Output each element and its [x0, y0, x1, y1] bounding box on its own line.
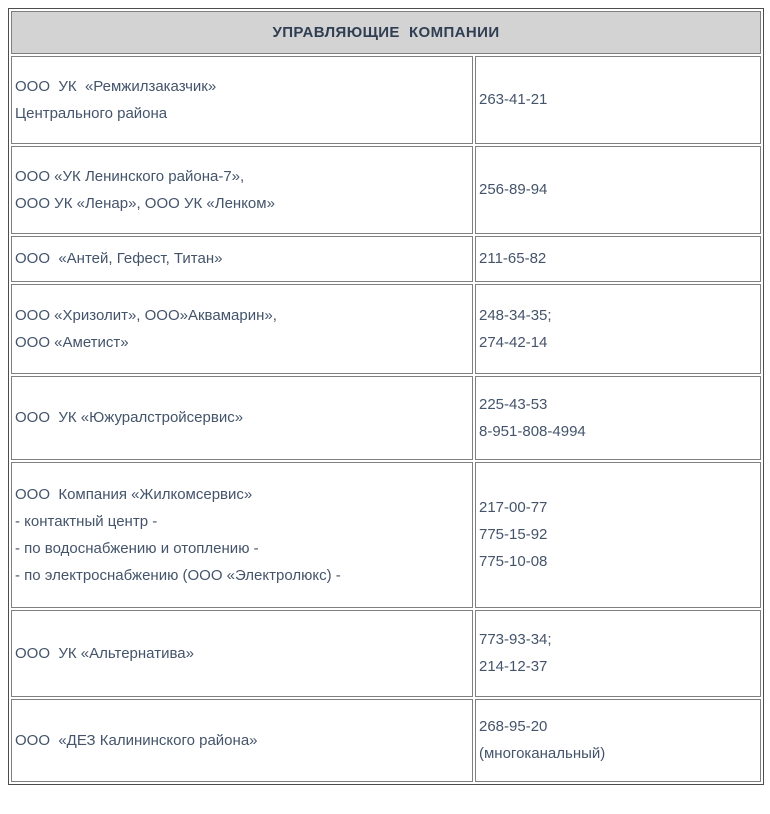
phone-line: 214-12-37 [479, 658, 548, 675]
company-line: - по электроснабжению (ООО «Электролюкс) - [15, 566, 341, 584]
table-row [11, 376, 761, 460]
phone-cell [475, 56, 761, 144]
table-row [11, 236, 761, 282]
phone-cell [475, 610, 761, 697]
phone-cell [475, 699, 761, 782]
company-cell [11, 284, 473, 374]
company-line: Центрального района [15, 104, 168, 122]
table-row [11, 699, 761, 782]
phone-line: 773-93-34; [479, 631, 552, 648]
phone-cell [475, 146, 761, 234]
table-row [11, 56, 761, 144]
company-cell [11, 699, 473, 782]
phone-cell [475, 462, 761, 608]
phone-line: 217-00-77 [479, 499, 548, 516]
company-line: ООО «Хризолит», ООО»Аквамарин», [15, 306, 277, 324]
company-line: ООО «Антей, Гефест, Титан» [15, 250, 223, 267]
company-line: - контактный центр - [15, 512, 158, 530]
company-line: ООО УК «Альтернатива» [15, 644, 194, 662]
phone-line: 8-951-808-4994 [479, 422, 586, 440]
page-title: УПРАВЛЯЮЩИЕ КОМПАНИИ [11, 11, 761, 54]
table-row [11, 146, 761, 234]
company-line: ООО «Аметист» [15, 333, 129, 351]
company-cell [11, 610, 473, 697]
company-cell [11, 462, 473, 608]
table-row [11, 462, 761, 608]
phone-cell [475, 236, 761, 282]
header-row [11, 11, 761, 54]
company-line: ООО «УК Ленинского района-7», [15, 167, 245, 185]
phone-line: 256-89-94 [479, 181, 548, 198]
phone-line: (многоканальный) [479, 745, 606, 762]
management-companies-table [8, 8, 764, 785]
phone-line: 775-15-92 [479, 526, 548, 543]
company-cell [11, 146, 473, 234]
company-line: ООО УК «Ленар», ООО УК «Ленком» [15, 194, 275, 212]
phone-line: 211-65-82 [479, 250, 547, 267]
company-line: ООО УК «Ремжилзаказчик» [15, 77, 217, 95]
table-row [11, 284, 761, 374]
phone-line: 225-43-53 [479, 395, 548, 413]
phone-line: 268-95-20 [479, 718, 548, 735]
phone-line: 263-41-21 [479, 91, 548, 108]
phone-line: 248-34-35; [479, 306, 552, 324]
table-body [11, 56, 761, 782]
company-line: - по водоснабжению и отоплению - [15, 539, 259, 557]
phone-line: 274-42-14 [479, 333, 548, 351]
table-row [11, 610, 761, 697]
phone-cell [475, 284, 761, 374]
company-cell [11, 56, 473, 144]
phone-line: 775-10-08 [479, 553, 548, 570]
company-cell [11, 236, 473, 282]
company-cell [11, 376, 473, 460]
company-line: ООО УК «Южуралстройсервис» [15, 409, 244, 426]
company-line: ООО Компания «Жилкомсервис» [15, 485, 253, 503]
phone-cell [475, 376, 761, 460]
company-line: ООО «ДЕЗ Калининского района» [15, 731, 258, 749]
